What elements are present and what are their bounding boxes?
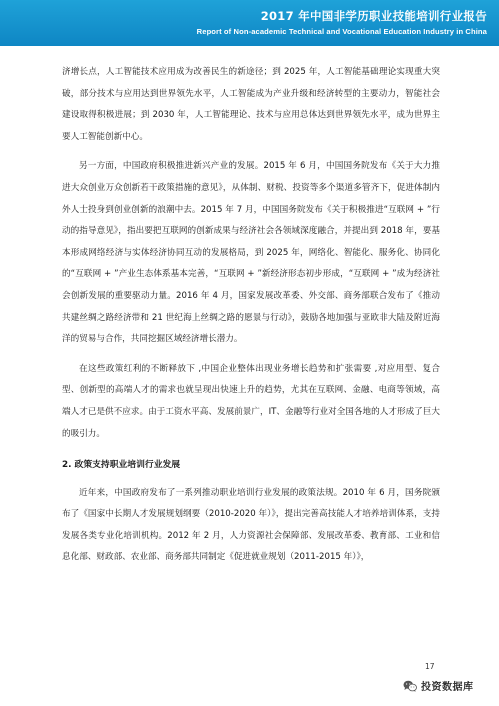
paragraph-ai-development: 济增长点，人工智能技术应用成为改善民生的新途径；到 2025 年，人工智能基础理论实现重大突破，部分技术与应用达到世界领先水平，人工智能成为产业升级和经济转型的主要动力，智能社会建设取得积极进展；到 2030 年，人工智能理论、技术与应用总体达到世界领先水平，成为世界主要人工智能创新中心。	[62, 67, 440, 142]
paragraph-emerging-industries: 另一方面，中国政府积极推进新兴产业的发展。2015 年 6 月，中国国务院发布《关于大力推进大众创业万众创新若干政策措施的意见》，从体制、财税、投资等多个渠道多管齐下，促进体制内外人士投身到创业创新的浪潮中去。2015 年 7 月，中国国务院发布《关于积极推进“互联网 + ”行动的指导意见》，指出要把互联网的创新成果与经济社会各领域深度融合，并提出到 2018 年，要基本形成网络经济与实体经济协同互动的发展格局，到 2025 年，网络化、智能化、服务化、协同化的“互联网 + ”产业生态体系基本完善，“互联网 + ”新经济形态初步形成，“互联网 + ”成为经济社会创新发展的重要驱动力量。2016 年 4 月，国家发展改革委、外交部、商务部联合发布了《推动共建丝绸之路经济带和 21 世纪海上丝绸之路的愿景与行动》，鼓励各地加强与亚欧非大陆及附近海洋的贸易与合作，共同挖掘区域经济增长潜力。	[62, 161, 440, 345]
paragraph-gap	[62, 351, 440, 359]
document-body	[62, 62, 440, 569]
watermark	[403, 678, 474, 693]
paragraph-talent-demand: 在这些政策红利的不断释放下 ,中国企业整体出现业务增长趋势和扩张需要 ,对应用型、复合型、创新型的高端人才的需求也就呈现出快速上升的趋势，尤其在互联网、金融、电商等领域，高端人才已是供不应求。由于工资水平高、发展前景广，IT、金融等行业对全国各地的人才形成了巨大的吸引力。	[62, 363, 440, 439]
paragraph-policy-regulations: 近年来，中国政府发布了一系列推动职业培训行业发展的政策法规。2010 年 6 月，国务院颁布了《国家中长期人才发展规划纲要（2010-2020 年）》，提出完善高技能人才培养培训体系，支持发展各类专业化培训机构。2012 年 2 月，人力资源社会保障部、发展改革委、教育部、工业和信息化部、财政部、农业部、商务部共同制定《促进就业规划（2011-2015 年）》，	[62, 487, 440, 563]
report-title-chinese: 2017 年中国非学历职业技能培训行业报告	[260, 9, 487, 23]
paragraph-gap	[62, 148, 440, 156]
header-band	[0, 0, 499, 46]
section-heading-policy-support: 2. 政策支持职业培训行业发展	[62, 460, 181, 471]
report-title-english: Report of Non-academic Technical and Vocational Education Industry in China	[196, 27, 487, 36]
page-number: 17	[425, 662, 435, 671]
watermark-text: 投资数据库	[421, 682, 474, 693]
paragraph-gap	[62, 445, 440, 453]
wechat-icon	[403, 680, 417, 692]
